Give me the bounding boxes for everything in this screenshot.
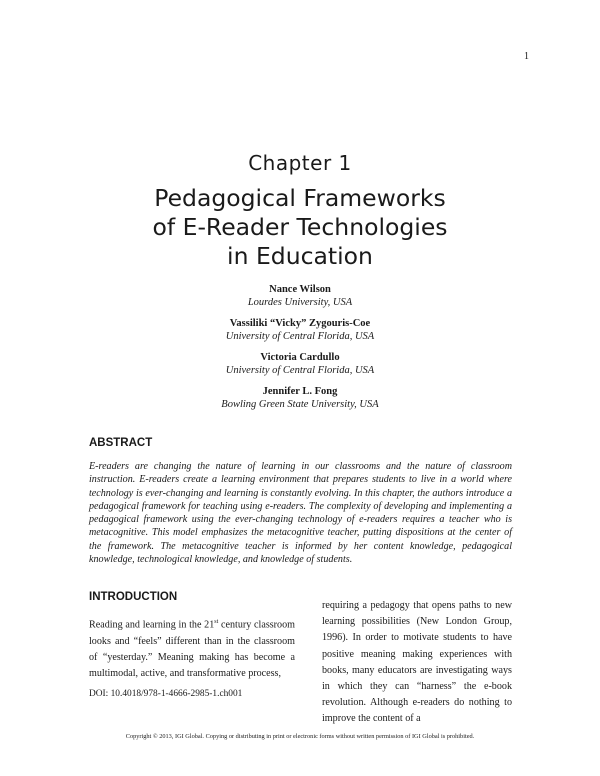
intro-text-start: Reading and learning in the 21 — [89, 619, 215, 631]
doi: DOI: 10.4018/978-1-4666-2985-1.ch001 — [89, 689, 243, 699]
chapter-label: Chapter 1 — [248, 151, 352, 175]
superscript-st: st — [214, 619, 219, 625]
author-block — [0, 351, 600, 377]
author-name: Vassiliki “Vicky” Zygouris-Coe — [229, 318, 371, 329]
copyright-notice: Copyright © 2013, IGI Global. Copying or distributing in print or electronic forms without written permission of IGI Global is prohibited. — [125, 733, 475, 740]
author-name: Victoria Cardullo — [260, 352, 340, 363]
author-block — [0, 317, 600, 343]
introduction-left-column — [89, 614, 295, 682]
abstract-heading: ABSTRACT — [89, 437, 153, 449]
author-name: Jennifer L. Fong — [262, 386, 338, 397]
author-affiliation: University of Central Florida, USA — [225, 331, 375, 342]
title-line: in Education — [227, 242, 373, 270]
abstract-text: E-readers are changing the nature of learning in our classrooms and the nature of classroom instruction. E-readers create a learning environment that prepares students to live in a world where technology is ever-changing and learning is constantly evolving. In this chapter, the authors introduce a pedagogical framework for teaching using e-readers. The complexity of developing and implementing a pedagogical framework using the ever-changing technology of e-readers requires a teacher who is metacognitive. This model emphasizes the metacognitive teacher, putting dispositions at the center of the framework. The metacognitive teacher is informed by her content knowledge, pedagogical knowledge, technological knowledge, and knowledge of students. — [89, 461, 512, 566]
author-list — [0, 283, 600, 419]
page-number: 1 — [524, 51, 529, 62]
introduction-heading: INTRODUCTION — [89, 591, 178, 603]
author-affiliation: University of Central Florida, USA — [225, 365, 375, 376]
intro-text-continued: century classroom looks and “feels” different than in the classroom of “yesterday.” Meaning making has become a multimodal, active, and transformative process, — [89, 619, 295, 679]
author-affiliation: Lourdes University, USA — [247, 297, 353, 308]
introduction-right-column: requiring a pedagogy that opens paths to new learning possibilities (New London Group, 1996). In order to motivate students to have positive meaning making experiences with books, many educators are investigating ways in which they can “harness” the e-book revolution. Although e-readers do nothing to improve the content of a — [322, 600, 512, 725]
author-block — [0, 283, 600, 309]
chapter-title — [0, 184, 600, 271]
author-affiliation: Bowling Green State University, USA — [221, 399, 379, 410]
title-line: of E-Reader Technologies — [152, 213, 448, 241]
title-line: Pedagogical Frameworks — [154, 184, 446, 212]
author-block — [0, 385, 600, 411]
author-name: Nance Wilson — [269, 284, 331, 295]
